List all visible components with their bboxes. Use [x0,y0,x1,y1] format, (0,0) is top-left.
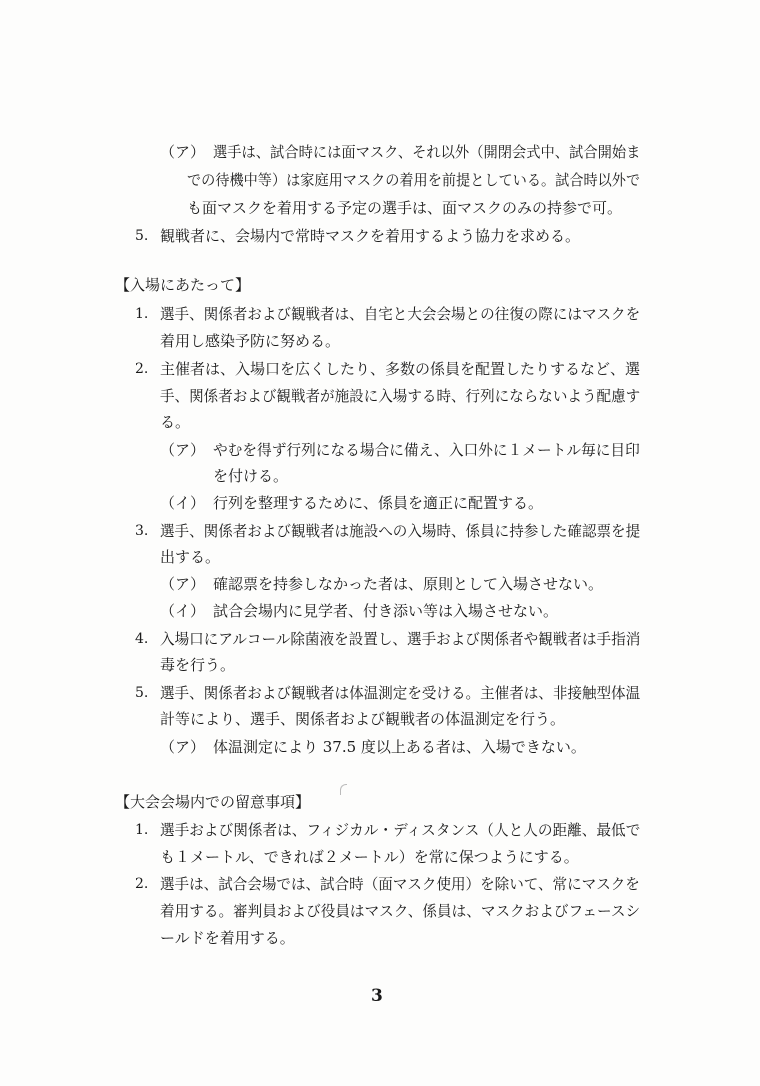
body-line: 毒を行う。 [160,656,236,674]
page-number: 3 [371,986,383,1006]
body-line: ールドを着用する。 [160,929,295,947]
body-line: 選手、関係者および観戦者は体温測定を受ける。主催者は、非接触型体温 [160,684,641,702]
sub-item-label: （イ） [160,602,206,620]
body-line: 出する。 [160,548,221,566]
item-number: 1. [135,306,149,322]
body-line: 選手、関係者および観戦者は施設への入場時、係員に持参した確認票を提 [160,522,641,540]
body-line: 選手および関係者は、フィジカル・ディスタンス（人と人の距離、最低で [160,821,641,839]
body-line: る。 [160,413,191,431]
scan-artifact [340,784,347,795]
body-line: 行列を整理するために、係員を適正に配置する。 [213,494,544,512]
body-line: 着用し感染予防に努める。 [160,332,341,350]
item-number: 4. [135,631,149,647]
sub-item-label: （イ） [160,494,206,512]
section-heading-venue: 【大会会場内での留意事項】 [115,793,311,811]
body-line: での待機中等）は家庭用マスクの着用を前提としている。試合時以外で [187,171,641,189]
body-line: 観戦者に、会場内で常時マスクを着用するよう協力を求める。 [160,227,581,245]
body-line: も１メートル、できれば２メートル）を常に保つようにする。 [160,848,579,866]
body-line: 試合会場内に見学者、付き添い等は入場させない。 [213,602,559,620]
body-line: 主催者は、入場口を広くしたり、多数の係員を配置したりするなど、選 [160,360,641,378]
body-line: 入場口にアルコール除菌液を設置し、選手および関係者や観戦者は手指消 [160,630,641,648]
item-number: 2. [135,876,149,892]
item-number: 1. [135,822,149,838]
body-line: やむを得ず行列になる場合に備え、入口外に１メートル毎に目印 [213,441,640,459]
sub-item-label: （ア） [160,738,206,756]
body-line: 選手は、試合会場では、試合時（面マスク使用）を除いて、常にマスクを [160,875,640,893]
item-number: 5. [135,685,149,701]
body-line: 選手は、試合時には面マスク、それ以外（開閉会式中、試合開始ま [213,143,641,161]
item-number: 3. [135,523,149,539]
body-line: 着用する。審判員および役員はマスク、係員は、マスクおよびフェースシ [160,902,641,920]
sub-item-label: （ア） [160,143,206,161]
item-number: 2. [135,361,149,377]
body-line: 選手、関係者および観戦者は、自宅と大会会場との往復の際にはマスクを [160,305,641,323]
sub-item-label: （ア） [160,575,206,593]
body-line: 体温測定により 37.5 度以上ある者は、入場できない。 [213,738,586,756]
sub-item-label: （ア） [160,441,206,459]
body-line: 計等により、選手、関係者および観戦者の体温測定を行う。 [160,710,566,728]
body-line: 確認票を持参しなかった者は、原則として入場させない。 [213,575,604,593]
body-line: も面マスクを着用する予定の選手は、面マスクのみの持参で可。 [187,199,623,217]
body-line: を付ける。 [213,467,289,485]
body-line: 手、関係者および観戦者が施設に入場する時、行列にならないよう配慮す [160,387,641,405]
section-heading-entry: 【入場にあたって】 [115,276,251,294]
item-number: 5. [135,228,149,244]
